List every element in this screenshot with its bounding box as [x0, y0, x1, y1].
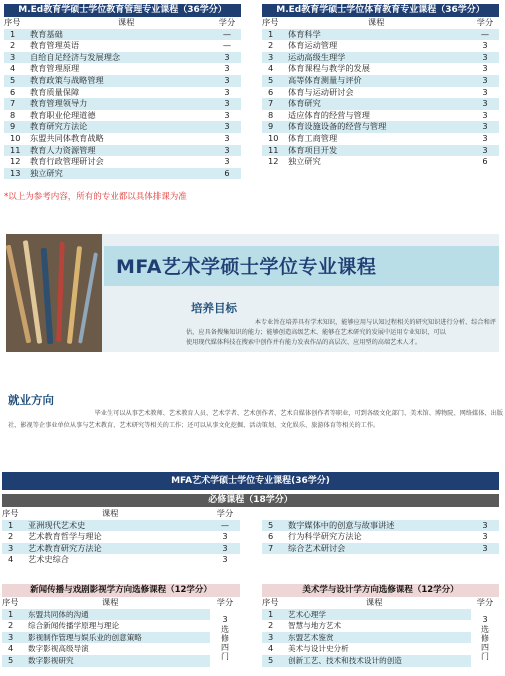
row-index: 1: [2, 520, 28, 532]
row-credit: —: [213, 40, 241, 52]
mfa-banner: [6, 234, 499, 352]
row-course: 艺术史综合: [28, 554, 210, 566]
header-course: 课程: [30, 17, 213, 29]
table-header-row: [2, 508, 240, 520]
table-row: [262, 110, 499, 122]
brush-shape: [56, 242, 64, 342]
table-row: [2, 632, 240, 644]
header-credit: 学分: [471, 17, 499, 29]
design-elective-table: [262, 597, 499, 667]
row-course: 教育行政管理研讨会: [30, 156, 213, 168]
row-index: 4: [2, 554, 28, 566]
row-course: 东盟艺术鉴赏: [288, 632, 471, 644]
table-row: [4, 29, 241, 41]
row-index: 10: [4, 133, 30, 145]
table-row: [4, 87, 241, 99]
row-index: 2: [2, 620, 28, 632]
row-index: 3: [4, 52, 30, 64]
row-index: 3: [262, 52, 288, 64]
table-row: [2, 531, 240, 543]
table-row: [262, 145, 499, 157]
required-right-table: [262, 508, 499, 554]
table-row: [262, 620, 499, 632]
row-index: 4: [4, 63, 30, 75]
table-row: [262, 531, 499, 543]
disclaimer-note: *以上为参考内容，所有的专业都以具体排课为准: [4, 192, 187, 202]
table-row: [2, 520, 240, 532]
table-row: [4, 98, 241, 110]
header-spacer: [262, 508, 288, 520]
goal-text-line: 估，应具备搜集知识的能力；能够创造高级艺术、能够在艺术研究的发展中运用专业知识，可以: [186, 329, 446, 336]
table-row: [4, 145, 241, 157]
row-course: 数字影视高级导演: [28, 643, 210, 655]
table-row: [4, 121, 241, 133]
row-course: 教育基础: [30, 29, 213, 41]
table-row: [262, 520, 499, 532]
row-credit: 3: [471, 121, 499, 133]
row-credit: 3: [213, 63, 241, 75]
row-course: 东盟共同体的沟通: [28, 609, 210, 621]
table-row: [4, 133, 241, 145]
brush-shape: [78, 252, 98, 343]
row-course: 教育管理原理: [30, 63, 213, 75]
row-index: 5: [262, 75, 288, 87]
row-course: 行为科学研究方法论: [288, 531, 471, 543]
row-course: 教育管理英语: [30, 40, 213, 52]
table-row: [262, 133, 499, 145]
brushes-image: [6, 234, 102, 352]
row-index: 11: [262, 145, 288, 157]
row-credit: 3: [471, 531, 499, 543]
row-course: 体育科学: [288, 29, 471, 41]
row-credit: 3: [471, 52, 499, 64]
media-elective-table: [2, 597, 240, 667]
table-header-row: [4, 17, 241, 29]
row-index: 6: [262, 531, 288, 543]
row-index: 9: [4, 121, 30, 133]
row-course: 体育工商管理: [288, 133, 471, 145]
table-row: [4, 168, 241, 180]
required-title: 必修课程（18学分）: [2, 494, 499, 507]
row-course: 数字媒体中的创意与故事讲述: [288, 520, 471, 532]
header-index: 序号: [2, 508, 28, 520]
table-row: [262, 29, 499, 41]
row-course: 教育管理领导力: [30, 98, 213, 110]
row-course: 自给自足经济与发展理念: [30, 52, 213, 64]
elective-credit: 3: [222, 614, 228, 624]
admin-course-table: [4, 4, 241, 179]
table-row: [262, 156, 499, 168]
elective-credit-cell: [471, 609, 499, 667]
row-index: 7: [4, 98, 30, 110]
row-course: 独立研究: [288, 156, 471, 168]
row-index: 2: [262, 40, 288, 52]
row-index: 2: [4, 40, 30, 52]
table-row: [2, 554, 240, 566]
row-course: 东盟共同体教育战略: [30, 133, 213, 145]
row-index: 6: [262, 87, 288, 99]
row-credit: 3: [471, 87, 499, 99]
header-credit: 学分: [210, 597, 240, 609]
row-course: 综合艺术研讨会: [288, 543, 471, 555]
table-row: [262, 75, 499, 87]
pe-table-body: [262, 17, 499, 168]
row-credit: 3: [471, 543, 499, 555]
row-index: 1: [4, 29, 30, 41]
row-credit: 3: [471, 40, 499, 52]
table-header-row: [2, 597, 240, 609]
table-row: [262, 609, 499, 621]
career-text: [8, 408, 503, 432]
pe-course-table: [262, 4, 499, 168]
row-credit: 3: [213, 156, 241, 168]
row-course: 运动高级生理学: [288, 52, 471, 64]
row-course: 体育项目开发: [288, 145, 471, 157]
elective-requirement: 选修四门: [221, 625, 229, 662]
career-title: 就业方向: [8, 393, 54, 407]
table-row: [262, 98, 499, 110]
table-row: [2, 543, 240, 555]
admin-table-title: M.Ed教育学硕士学位教育管理专业课程（36学分）: [4, 4, 241, 17]
row-course: 艺术心理学: [288, 609, 471, 621]
row-credit: 3: [471, 98, 499, 110]
table-row: [262, 52, 499, 64]
row-index: 4: [2, 643, 28, 655]
row-course: 创新工艺、技术和技术设计的创造: [288, 655, 471, 667]
row-index: 12: [262, 156, 288, 168]
elective-requirement: 选修四门: [481, 625, 489, 662]
goal-text: [186, 318, 496, 348]
row-index: 1: [262, 609, 288, 621]
career-text-line: 社、影视等企事业单位从事与艺术教育、艺术研究等相关的工作；还可以从事文化挖掘、活动策划、文化娱乐、旅游体育等相关的工作。: [8, 422, 380, 429]
row-course: 体育课程与教学的发展: [288, 63, 471, 75]
table-row: [2, 643, 240, 655]
table-row: [262, 87, 499, 99]
career-text-line: 毕业生可以从事艺术教师、艺术教育人员、艺术学者、艺术创作者、艺术自媒体创作者等职业，可到各级文化部门、美术馆、博物院、网络媒体、出版: [94, 410, 503, 417]
header-course: 课程: [288, 17, 471, 29]
row-course: 体育研究: [288, 98, 471, 110]
goal-text-line: 使用现代媒体科技在搜索中创作并有能力发表作品的高层次、应用型的高端艺术人才。: [186, 339, 422, 346]
row-credit: 3: [213, 110, 241, 122]
brush-shape: [41, 248, 54, 344]
table-header-row: [262, 508, 499, 520]
row-course: 智慧与地方艺术: [288, 620, 471, 632]
row-course: 影视制作管理与娱乐业的创意策略: [28, 632, 210, 644]
row-course: 体育设施设备的经营与管理: [288, 121, 471, 133]
table-row: [262, 543, 499, 555]
row-course: 数字影视研究: [28, 655, 210, 667]
elective-credit-cell: [210, 609, 240, 667]
design-elective-title: 美术学与设计学方向选修课程（12学分）: [262, 584, 499, 597]
row-index: 7: [262, 98, 288, 110]
row-index: 1: [2, 609, 28, 621]
table-row: [2, 609, 240, 621]
row-course: 体育运动管理: [288, 40, 471, 52]
table-row: [262, 40, 499, 52]
row-index: 5: [2, 655, 28, 667]
row-index: 2: [262, 620, 288, 632]
header-index: 序号: [2, 597, 28, 609]
row-index: 13: [4, 168, 30, 180]
table-row: [4, 52, 241, 64]
table-row: [262, 63, 499, 75]
row-credit: 3: [471, 110, 499, 122]
row-credit: 3: [213, 133, 241, 145]
table-row: [262, 655, 499, 667]
row-credit: 3: [471, 133, 499, 145]
mfa-title: MFA艺术学硕士学位专业课程(36学分): [2, 472, 499, 490]
row-credit: 3: [213, 75, 241, 87]
row-index: 7: [262, 543, 288, 555]
row-index: 10: [262, 133, 288, 145]
row-credit: 3: [210, 531, 240, 543]
header-index: 序号: [262, 597, 288, 609]
row-course: 艺术教育研究方法论: [28, 543, 210, 555]
row-credit: 3: [213, 98, 241, 110]
table-row: [4, 63, 241, 75]
row-index: 8: [4, 110, 30, 122]
row-index: 11: [4, 145, 30, 157]
row-index: 3: [2, 543, 28, 555]
row-course: 综合新闻传播学原理与理论: [28, 620, 210, 632]
row-index: 4: [262, 63, 288, 75]
header-credit: 学分: [213, 17, 241, 29]
row-course: 高等体育测量与评价: [288, 75, 471, 87]
row-credit: 3: [210, 554, 240, 566]
row-index: 6: [4, 87, 30, 99]
row-credit: 3: [210, 543, 240, 555]
pe-table-title: M.Ed教育学硕士学位体育教育专业课程（36学分）: [262, 4, 499, 17]
header-spacer: [471, 508, 499, 520]
required-left-table: [2, 508, 240, 566]
row-index: 5: [262, 520, 288, 532]
row-credit: 3: [213, 87, 241, 99]
row-credit: 3: [471, 520, 499, 532]
table-row: [2, 620, 240, 632]
row-credit: 3: [213, 121, 241, 133]
row-index: 3: [2, 632, 28, 644]
table-row: [4, 40, 241, 52]
row-course: 教育质量保障: [30, 87, 213, 99]
row-index: 8: [262, 110, 288, 122]
row-index: 2: [2, 531, 28, 543]
row-credit: 6: [471, 156, 499, 168]
header-index: 序号: [4, 17, 30, 29]
table-row: [2, 655, 240, 667]
row-index: 4: [262, 643, 288, 655]
header-course: 课程: [28, 597, 210, 609]
table-row: [4, 75, 241, 87]
row-course: 教育政策与战略管理: [30, 75, 213, 87]
row-credit: 3: [471, 63, 499, 75]
header-spacer: [288, 508, 471, 520]
header-index: 序号: [262, 17, 288, 29]
table-header-row: [262, 17, 499, 29]
row-credit: 3: [213, 145, 241, 157]
row-index: 3: [262, 632, 288, 644]
row-credit: 6: [213, 168, 241, 180]
row-course: 教育职业伦理道德: [30, 110, 213, 122]
row-credit: —: [210, 520, 240, 532]
row-index: 12: [4, 156, 30, 168]
row-course: 艺术教育哲学与理论: [28, 531, 210, 543]
row-course: 独立研究: [30, 168, 213, 180]
row-index: 9: [262, 121, 288, 133]
header-credit: 学分: [471, 597, 499, 609]
row-course: 亚洲现代艺术史: [28, 520, 210, 532]
row-course: 教育人力资源管理: [30, 145, 213, 157]
banner-title: MFA艺术学硕士学位专业课程: [116, 256, 377, 278]
header-course: 课程: [288, 597, 471, 609]
table-row: [4, 156, 241, 168]
row-credit: 3: [213, 52, 241, 64]
row-index: 5: [4, 75, 30, 87]
row-course: 美术与设计史分析: [288, 643, 471, 655]
row-credit: 3: [471, 75, 499, 87]
header-credit: 学分: [210, 508, 240, 520]
admin-table-body: [4, 17, 241, 179]
row-course: 教育研究方法论: [30, 121, 213, 133]
row-credit: 3: [471, 145, 499, 157]
row-credit: —: [471, 29, 499, 41]
table-row: [262, 643, 499, 655]
table-row: [262, 121, 499, 133]
goal-title: 培养目标: [191, 301, 237, 315]
row-credit: —: [213, 29, 241, 41]
media-elective-title: 新闻传播与戏剧影视学方向选修课程（12学分）: [2, 584, 240, 597]
header-course: 课程: [28, 508, 210, 520]
table-header-row: [262, 597, 499, 609]
elective-credit: 3: [482, 614, 488, 624]
table-row: [4, 110, 241, 122]
row-index: 1: [262, 29, 288, 41]
table-row: [262, 632, 499, 644]
row-course: 体育与运动研讨会: [288, 87, 471, 99]
goal-text-line: 本专业旨在培养具有学术知识，能够应用与认知过程相关的研究知识进行分析、综合和评: [254, 319, 496, 326]
row-course: 适应体育的经营与管理: [288, 110, 471, 122]
row-index: 5: [262, 655, 288, 667]
